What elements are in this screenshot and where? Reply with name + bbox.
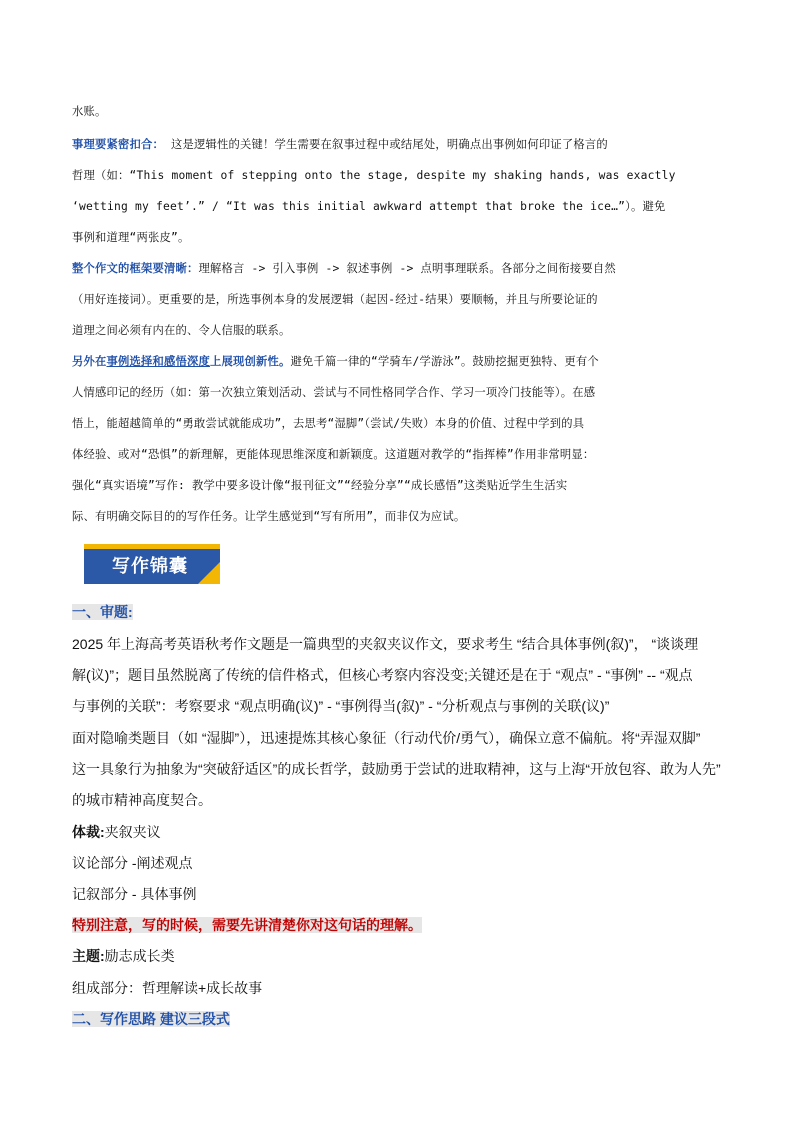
highlight-text: 事例选择和感悟深度 (106, 355, 210, 368)
text: 解(议)”；题目虽然脱离了传统的信件格式，但核心考察内容没变;关键还是在于 “观点” - “事例” -- “观点 (72, 667, 693, 683)
text: （用好连接词）。更重要的是，所选事例本身的发展逻辑（起因-经过-结果）要顺畅，并且与所要论证的 (72, 293, 598, 306)
section-heading-line (72, 602, 722, 622)
text-line (72, 446, 722, 462)
text: 另外在 (72, 355, 107, 368)
theme-line (72, 946, 722, 966)
text: 哲理（如：“This moment of stepping onto the stage, despite my shaking hands, was exactly (72, 169, 676, 182)
subheading: 事理要紧密扣合： (72, 138, 164, 151)
text: 面对隐喻类题目（如 “湿脚”），迅速提炼其核心象征（行动代价/勇气），确保立意不偏航。将“弄湿双脚” (72, 730, 701, 746)
text: 事例和道理“两张皮”。 (72, 231, 190, 244)
text: 道理之间必须有内在的、令人信服的联系。 (72, 324, 291, 337)
text-line (72, 229, 722, 245)
text: 人情感印记的经历（如：第一次独立策划活动、尝试与不同性格同学合作、学习一项冷门技能等）。在感 (72, 386, 596, 399)
text: 悟上，能超越简单的“勇敢尝试就能成功”，去思考“湿脚”（尝试/失败）本身的价值、过程中学到的具 (72, 417, 585, 430)
text-line (72, 198, 722, 214)
text-line (72, 634, 722, 654)
text-line (72, 853, 722, 873)
text: 组成部分：哲理解读+成长故事 (72, 980, 263, 996)
subheading: 整个作文的框架要清晰： (72, 262, 199, 275)
genre-label: 体裁: (72, 824, 105, 840)
text-line (72, 759, 722, 779)
text-line (72, 728, 722, 748)
text: 与事例的关联”：考察要求 “观点明确(议)” - “事例得当(叙)” - “分析观点与事例的关联(议)” (72, 698, 610, 714)
text-line (72, 508, 722, 524)
text-line (72, 353, 722, 369)
text: ‘wetting my feet’.” / “It was this initial awkward attempt that broke the ice…”）。避免 (72, 200, 666, 213)
text-line (72, 384, 722, 400)
text-line (72, 103, 722, 119)
text: 理解格言 -> 引入事例 -> 叙述事例 -> 点明事理联系。各部分之间衔接要自然 (198, 262, 616, 275)
text-line (72, 978, 722, 998)
text-line (72, 790, 722, 810)
text: 避免千篇一律的“学骑车/学游泳”。鼓励挖掘更独特、更有个 (290, 355, 599, 368)
text-line (72, 291, 722, 307)
notice-text: 特别注意，写的时候，需要先讲清楚你对这句话的理解。 (72, 917, 422, 933)
text-line (72, 136, 722, 152)
banner-title: 写作锦囊 (112, 556, 188, 577)
text-line (72, 322, 722, 338)
text: 际、有明确交际目的的写作任务。让学生感觉到“写有所用”，而非仅为应试。 (72, 510, 466, 523)
theme-label: 主题: (72, 948, 105, 964)
genre-line (72, 822, 722, 842)
text: 议论部分 -阐述观点 (72, 855, 193, 871)
text-line (72, 696, 722, 716)
text: 的城市精神高度契合。 (72, 792, 212, 808)
text-line (72, 167, 722, 183)
section-heading-line (72, 1009, 722, 1029)
section-heading: 二、写作思路 建议三段式 (72, 1011, 230, 1027)
text: 上展现创新性。 (209, 355, 291, 368)
banner-corner (198, 562, 220, 584)
text: 这是逻辑性的关键！学生需要在叙事过程中或结尾处，明确点出事例如何印证了格言的 (163, 138, 608, 151)
text: 2025 年上海高考英语秋考作文题是一篇典型的夹叙夹议作文，要求考生 “结合具体事例(叙)”， “谈谈理 (72, 636, 699, 652)
text: 体经验、或对“恐惧”的新理解，更能体现思维深度和新颖度。这道题对教学的“指挥棒”作用非常明显： (72, 448, 595, 461)
text: 强化“真实语境”写作: 教学中要多设计像“报刊征文”“经验分享”“成长感悟”这类贴近学生生活实 (72, 479, 568, 492)
text-line (72, 884, 722, 904)
genre-value: 夹叙夹议 (104, 824, 161, 840)
text-line (72, 260, 722, 276)
text: 水账。 (72, 105, 107, 118)
notice-line (72, 915, 722, 935)
theme-value: 励志成长类 (104, 948, 175, 964)
section-banner (84, 544, 220, 584)
text: 记叙部分 - 具体事例 (72, 886, 197, 902)
banner-stripe (84, 544, 220, 549)
text-line (72, 477, 722, 493)
text-line (72, 415, 722, 431)
text: 这一具象行为抽象为“突破舒适区”的成长哲学，鼓励勇于尝试的进取精神，这与上海“开放包容、敢为人先” (72, 761, 721, 777)
text-line (72, 665, 722, 685)
section-heading: 一、审题: (72, 604, 133, 620)
